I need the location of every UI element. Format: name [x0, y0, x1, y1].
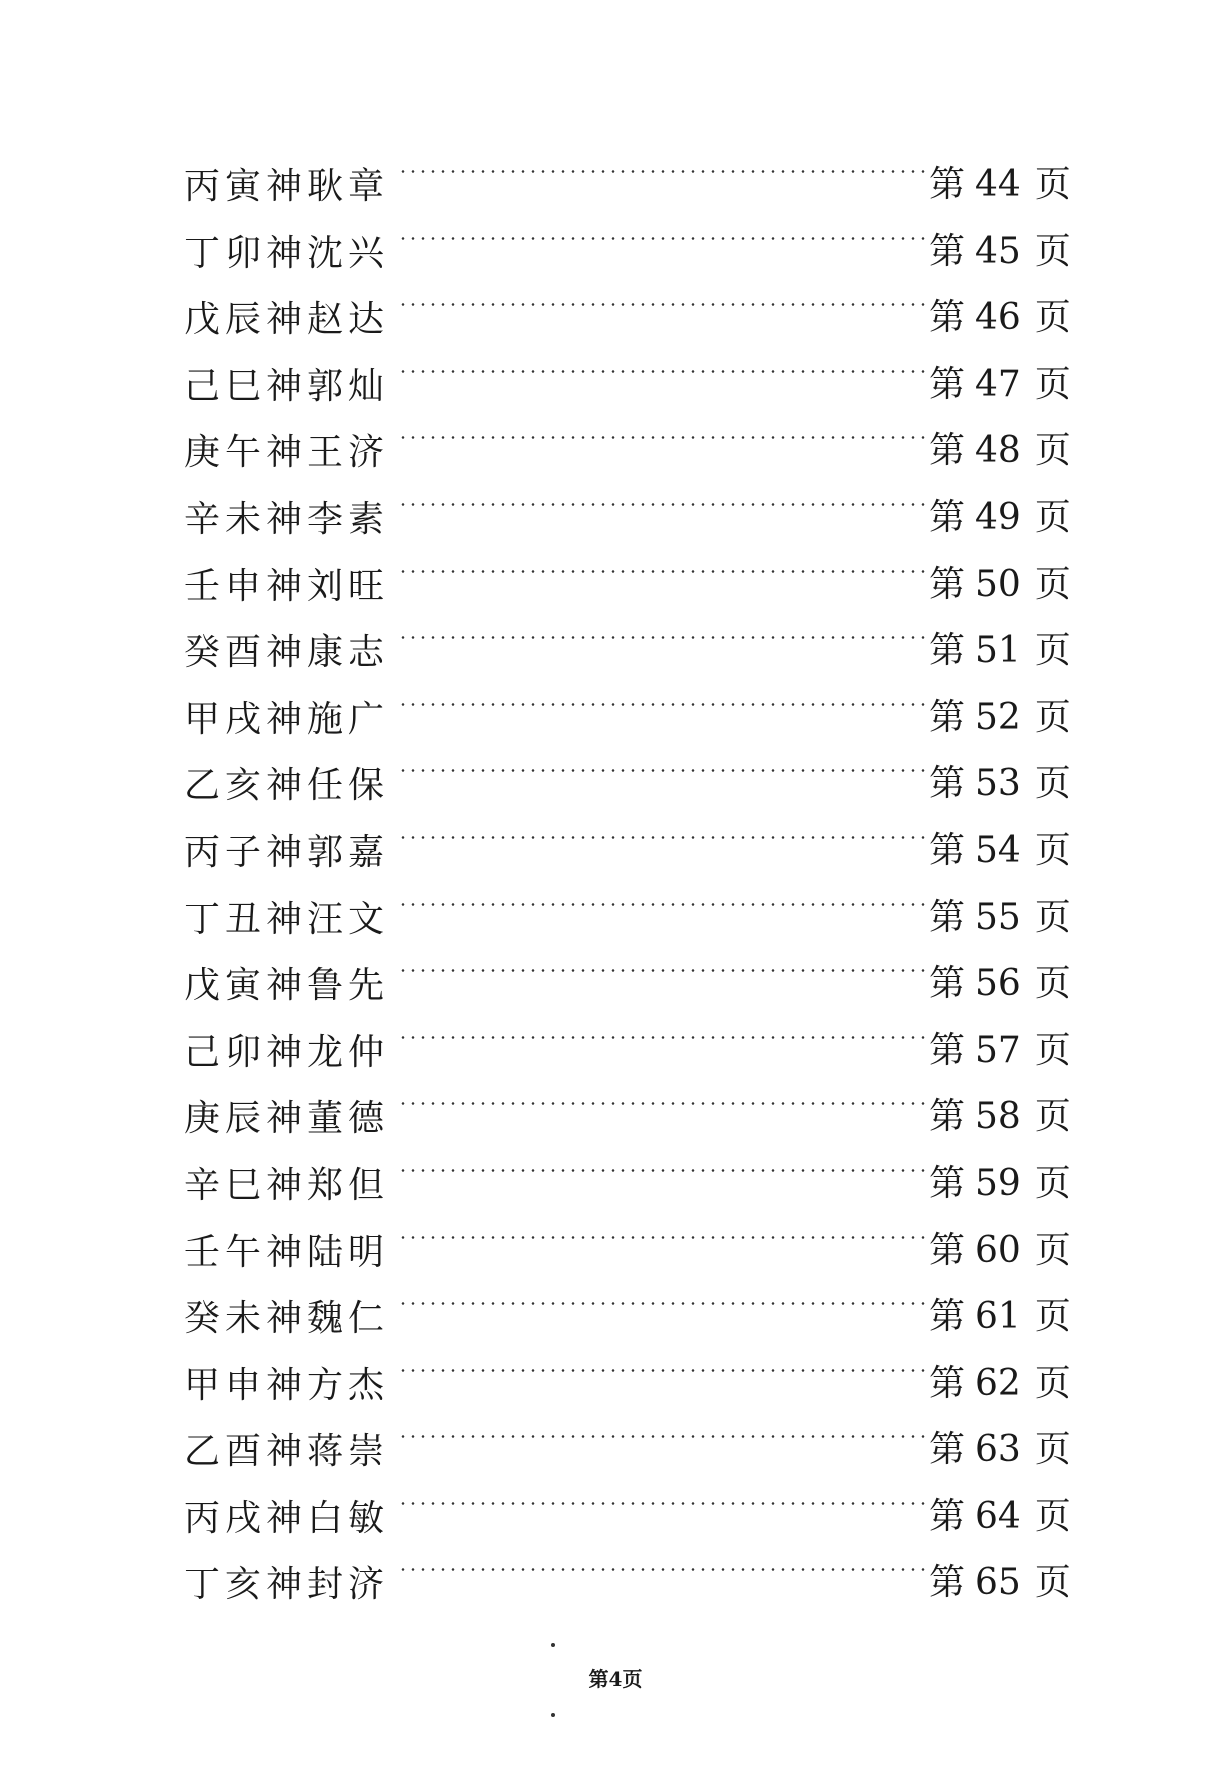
toc-page-ref: [929, 689, 1071, 740]
toc-entry-name: 乙酉神蒋崇: [184, 1431, 390, 1473]
dot-leader: [398, 1302, 926, 1305]
toc-entry[interactable]: [0, 1280, 1231, 1347]
page-number: 49: [975, 496, 1021, 538]
toc-page-ref: [929, 156, 1071, 207]
toc-entry-name: 壬午神陆明: [184, 1231, 390, 1273]
page-number: 56: [975, 963, 1021, 1005]
page-number: 55: [975, 896, 1021, 938]
page-prefix: 第: [929, 829, 966, 871]
toc-entry[interactable]: [0, 1480, 1231, 1547]
page-number: 57: [975, 1029, 1021, 1071]
toc-page-ref: [929, 889, 1071, 940]
page-number: 65: [975, 1562, 1021, 1604]
toc-entry-name: 庚辰神董德: [184, 1098, 390, 1140]
toc-entry[interactable]: [0, 414, 1231, 481]
page-prefix: 第: [929, 496, 966, 538]
toc-entry-name: 己卯神龙仲: [184, 1031, 390, 1073]
page-prefix: 第: [929, 1296, 966, 1338]
dot-leader: [398, 1568, 926, 1571]
page-number: 46: [975, 297, 1021, 339]
page-prefix: 第: [929, 1562, 966, 1604]
dot-leader: [398, 836, 926, 839]
page-prefix: 第: [929, 1429, 966, 1471]
page-suffix: 页: [1034, 563, 1071, 605]
dot-leader: [398, 503, 926, 506]
page-prefix: 第: [929, 1162, 966, 1204]
dot-leader: [398, 1036, 926, 1039]
dot-leader: [398, 303, 926, 306]
toc-entry[interactable]: [0, 1080, 1231, 1147]
page-suffix: 页: [1034, 1162, 1071, 1204]
toc-page-ref: [929, 1488, 1071, 1539]
toc-page-ref: [929, 556, 1071, 607]
toc-entry[interactable]: [0, 281, 1231, 348]
page-suffix: 页: [1034, 1562, 1071, 1604]
dot-leader: [398, 636, 926, 639]
toc-page-ref: [929, 1355, 1071, 1406]
page-number: 61: [975, 1296, 1021, 1338]
toc-entry[interactable]: [0, 348, 1231, 415]
toc-entry-name: 癸未神魏仁: [184, 1298, 390, 1340]
page-suffix: 页: [1034, 1362, 1071, 1404]
toc-entry[interactable]: [0, 481, 1231, 548]
toc-entry[interactable]: [0, 215, 1231, 282]
page-prefix: 第: [929, 963, 966, 1005]
toc-page-ref: [929, 1155, 1071, 1206]
page-suffix: 页: [1034, 1229, 1071, 1271]
toc-entry-name: 丁丑神汪文: [184, 898, 390, 940]
dot-leader: [398, 1236, 926, 1239]
dot-leader: [398, 170, 926, 173]
page-number: 44: [975, 164, 1021, 205]
toc-entry[interactable]: [0, 681, 1231, 748]
page-suffix: 页: [1034, 230, 1071, 272]
toc-page-ref: [929, 1222, 1071, 1273]
page-suffix: 页: [1034, 496, 1071, 538]
page-prefix: 第: [929, 1029, 966, 1071]
page-number: 64: [975, 1495, 1021, 1537]
dot-leader: [398, 1369, 926, 1372]
toc-page-ref: [929, 622, 1071, 673]
toc-page-ref: [929, 489, 1071, 540]
page-prefix: 第: [929, 896, 966, 938]
page-prefix: 第: [929, 1495, 966, 1537]
page-number: 50: [975, 563, 1021, 605]
page-prefix: 第: [929, 430, 966, 472]
page-suffix: 页: [1034, 829, 1071, 871]
toc-entry-name: 乙亥神任保: [184, 765, 390, 807]
page-suffix: 页: [1034, 963, 1071, 1005]
page-suffix: 页: [1034, 363, 1071, 405]
table-of-contents: [0, 148, 1231, 1613]
dot-leader: [398, 237, 926, 240]
page-suffix: 页: [1034, 696, 1071, 738]
toc-entry[interactable]: [0, 747, 1231, 814]
dot-leader: [398, 1502, 926, 1505]
page-suffix: 页: [1034, 430, 1071, 472]
dot-leader: [398, 703, 926, 706]
toc-entry[interactable]: [0, 1147, 1231, 1214]
toc-page-ref: [929, 1088, 1071, 1139]
dot-leader: [398, 1102, 926, 1105]
dot-leader: [398, 436, 926, 439]
page-suffix: 页: [1034, 630, 1071, 672]
toc-entry[interactable]: [0, 1546, 1231, 1613]
page-suffix: 页: [1034, 896, 1071, 938]
footer-dot: [551, 1713, 555, 1717]
toc-entry-name: 丙戌神白敏: [184, 1497, 390, 1539]
dot-leader: [398, 903, 926, 906]
page-suffix: 页: [1034, 1029, 1071, 1071]
toc-entry-name: 甲戌神施广: [184, 698, 390, 740]
toc-entry[interactable]: [0, 1014, 1231, 1081]
page-number: 62: [975, 1362, 1021, 1404]
page-prefix: 第: [929, 164, 966, 205]
page-prefix: 第: [929, 630, 966, 672]
toc-page-ref: [929, 223, 1071, 274]
page-prefix: 第: [929, 1229, 966, 1271]
toc-page-ref: [929, 955, 1071, 1006]
page-suffix: 页: [1034, 297, 1071, 339]
toc-entry[interactable]: [0, 881, 1231, 948]
toc-page-ref: [929, 822, 1071, 873]
toc-entry[interactable]: [0, 1347, 1231, 1414]
page-number: 47: [975, 363, 1021, 405]
toc-entry[interactable]: [0, 148, 1231, 215]
page-number: 51: [975, 630, 1021, 672]
page-footer: 第4页: [588, 1667, 643, 1691]
page-number: 54: [975, 829, 1021, 871]
toc-entry-name: 辛未神李素: [184, 498, 390, 540]
toc-page-ref: [929, 1554, 1071, 1605]
dot-leader: [398, 769, 926, 772]
page-number: 60: [975, 1229, 1021, 1271]
toc-entry-name: 癸酉神康志: [184, 632, 390, 674]
toc-entry-name: 戊辰神赵达: [184, 299, 390, 341]
toc-page-ref: [929, 1288, 1071, 1339]
toc-entry[interactable]: [0, 814, 1231, 881]
toc-page-ref: [929, 422, 1071, 473]
page-prefix: 第: [929, 1362, 966, 1404]
page-number: 58: [975, 1096, 1021, 1138]
page-number: 48: [975, 430, 1021, 472]
toc-page-ref: [929, 289, 1071, 340]
page-number: 52: [975, 696, 1021, 738]
toc-page-ref: [929, 755, 1071, 806]
toc-entry-name: 丁亥神封济: [184, 1564, 390, 1606]
toc-entry[interactable]: [0, 947, 1231, 1014]
toc-entry[interactable]: [0, 614, 1231, 681]
page-number: 59: [975, 1162, 1021, 1204]
toc-entry[interactable]: [0, 1413, 1231, 1480]
toc-entry-name: 庚午神王济: [184, 432, 390, 474]
page-suffix: 页: [1034, 763, 1071, 805]
page-prefix: 第: [929, 1096, 966, 1138]
toc-page-ref: [929, 1421, 1071, 1472]
toc-entry[interactable]: [0, 548, 1231, 615]
toc-entry-name: 辛巳神郑但: [184, 1164, 390, 1206]
toc-entry-name: 己巳神郭灿: [184, 365, 390, 407]
dot-leader: [398, 1169, 926, 1172]
page-number: 45: [975, 230, 1021, 272]
toc-entry-name: 丙寅神耿章: [184, 166, 390, 207]
page-prefix: 第: [929, 763, 966, 805]
dot-leader: [398, 570, 926, 573]
page-suffix: 页: [1034, 164, 1071, 205]
toc-entry-name: 壬申神刘旺: [184, 565, 390, 607]
page-prefix: 第: [929, 297, 966, 339]
toc-page-ref: [929, 1022, 1071, 1073]
page-number: 63: [975, 1429, 1021, 1471]
toc-entry-name: 甲申神方杰: [184, 1364, 390, 1406]
toc-entry-name: 戊寅神鲁先: [184, 965, 390, 1007]
page-prefix: 第: [929, 363, 966, 405]
page-suffix: 页: [1034, 1429, 1071, 1471]
dot-leader: [398, 370, 926, 373]
toc-page-ref: [929, 356, 1071, 407]
page-suffix: 页: [1034, 1096, 1071, 1138]
page-prefix: 第: [929, 563, 966, 605]
dot-leader: [398, 969, 926, 972]
page-suffix: 页: [1034, 1296, 1071, 1338]
dot-leader: [398, 1435, 926, 1438]
page-prefix: 第: [929, 230, 966, 272]
footer-dot: [551, 1643, 555, 1647]
toc-entry-name: 丙子神郭嘉: [184, 831, 390, 873]
toc-entry-name: 丁卯神沈兴: [184, 232, 390, 274]
page-number: 53: [975, 763, 1021, 805]
page-suffix: 页: [1034, 1495, 1071, 1537]
page-prefix: 第: [929, 696, 966, 738]
toc-entry[interactable]: [0, 1214, 1231, 1281]
